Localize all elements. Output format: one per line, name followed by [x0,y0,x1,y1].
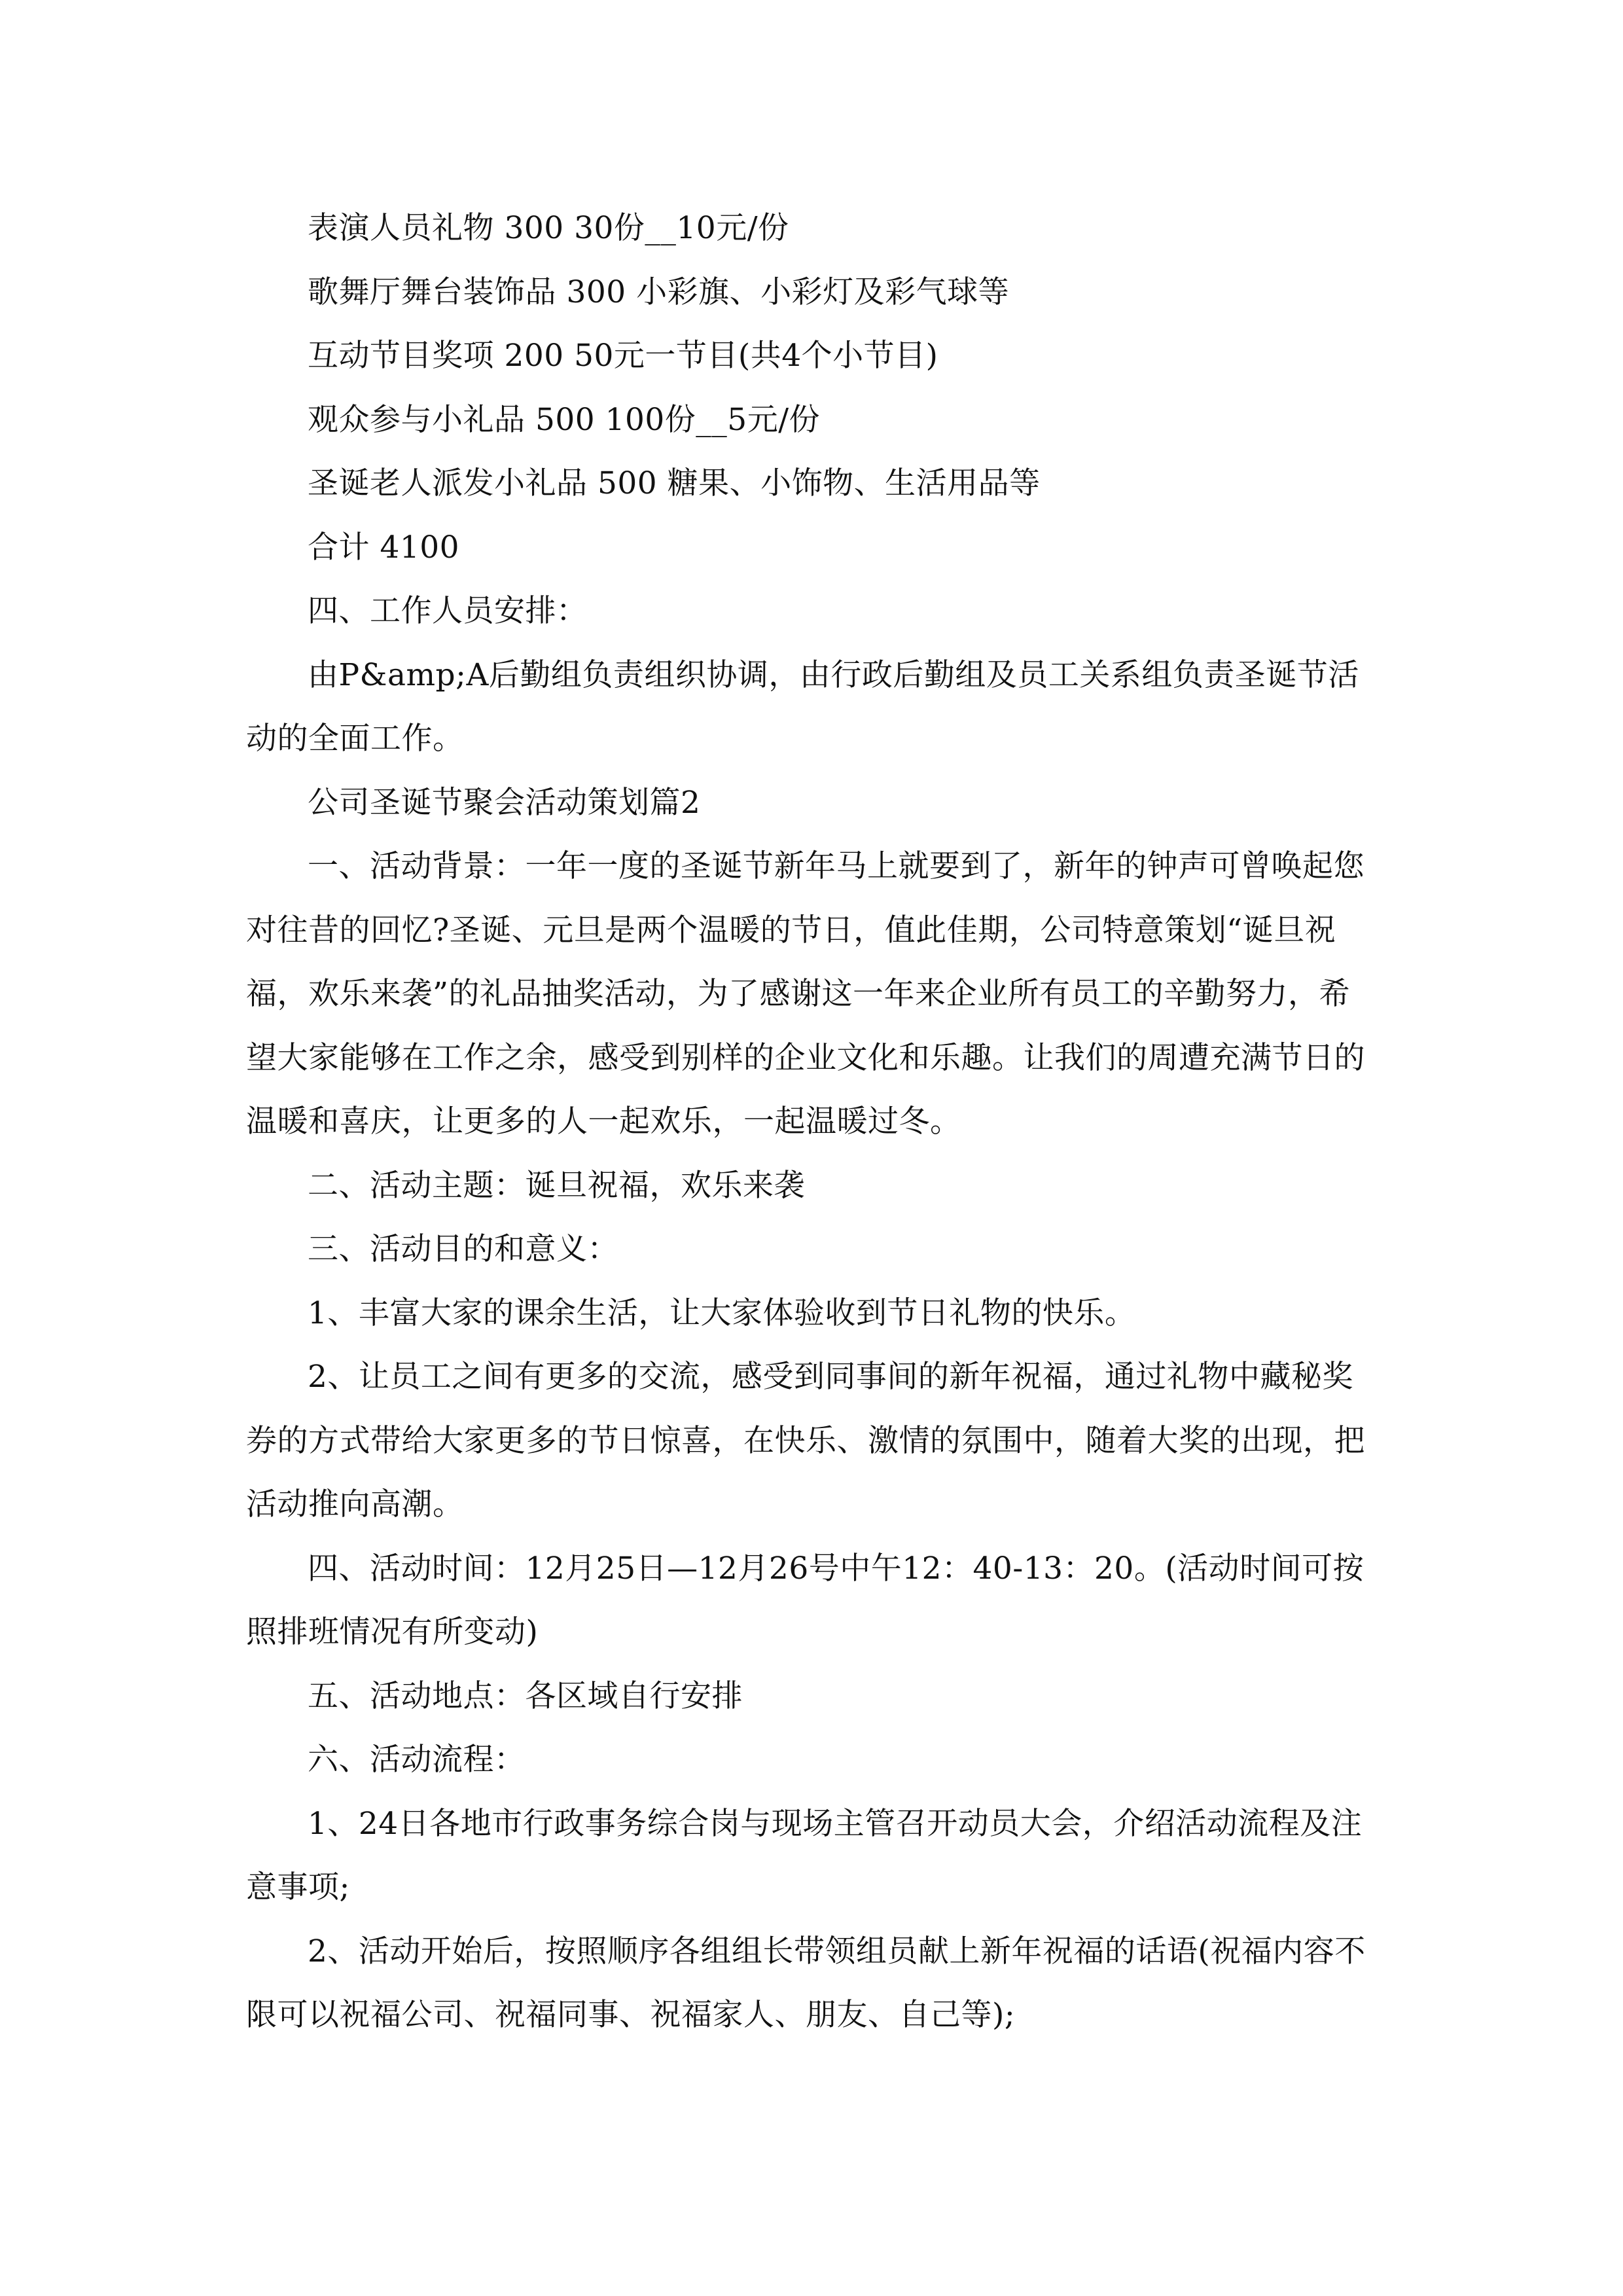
background-paragraph: 一、活动背景：一年一度的圣诞节新年马上就要到了，新年的钟声可曾唤起您对往昔的回忆?圣诞、元旦是两个温暖的节日，值此佳期，公司特意策划“诞旦祝福，欢乐来袭”的礼品抽奖活动，为了感谢这一年来企业所有员工的辛勤努力，希望大家能够在工作之余，感受到别样的企业文化和乐趣。让我们的周遭充满节日的温暖和喜庆，让更多的人一起欢乐，一起温暖过冬。 [246,848,1365,1139]
purpose-item-2: 2、让员工之间有更多的交流，感受到同事间的新年祝福，通过礼物中藏秘奖券的方式带给大家更多的节日惊喜，在快乐、激情的氛围中，随着大奖的出现，把活动推向高潮。 [246,1359,1365,1522]
section-heading-staffing: 四、工作人员安排： [308,593,588,629]
budget-line-santa-gifts: 圣诞老人派发小礼品 500 糖果、小饰物、生活用品等 [308,465,1041,501]
time-paragraph: 四、活动时间：12月25日—12月26号中午12：40-13：20。(活动时间可按照排班情况有所变动) [246,1550,1364,1650]
process-item-1: 1、24日各地市行政事务综合岗与现场主管召开动员大会，介绍活动流程及注意事项; [246,1805,1363,1905]
location-paragraph: 五、活动地点：各区域自行安排 [308,1677,743,1714]
budget-line-interactive-prizes: 互动节目奖项 200 50元一节目(共4个小节目) [308,338,938,374]
section-heading-purpose: 三、活动目的和意义： [308,1231,618,1267]
document-body [246,196,1377,2047]
budget-line-performer-gifts: 表演人员礼物 300 30份__10元/份 [308,210,789,246]
article-title: 公司圣诞节聚会活动策划篇2 [308,784,701,821]
theme-paragraph: 二、活动主题：诞旦祝福，欢乐来袭 [308,1167,805,1204]
budget-line-audience-gifts: 观众参与小礼品 500 100份__5元/份 [308,401,821,438]
section-heading-process: 六、活动流程： [308,1742,526,1778]
budget-line-stage-decorations: 歌舞厅舞台装饰品 300 小彩旗、小彩灯及彩气球等 [308,274,1010,310]
process-item-2: 2、活动开始后，按照顺序各组组长带领组员献上新年祝福的话语(祝福内容不限可以祝福公司、祝福同事、祝福家人、朋友、自己等); [246,1933,1366,2033]
purpose-item-1: 1、丰富大家的课余生活，让大家体验收到节日礼物的快乐。 [308,1295,1136,1331]
staffing-paragraph: 由P&amp;A后勤组负责组织协调，由行政后勤组及员工关系组负责圣诞节活动的全面工作。 [246,656,1359,757]
budget-total: 合计 4100 [308,529,460,565]
